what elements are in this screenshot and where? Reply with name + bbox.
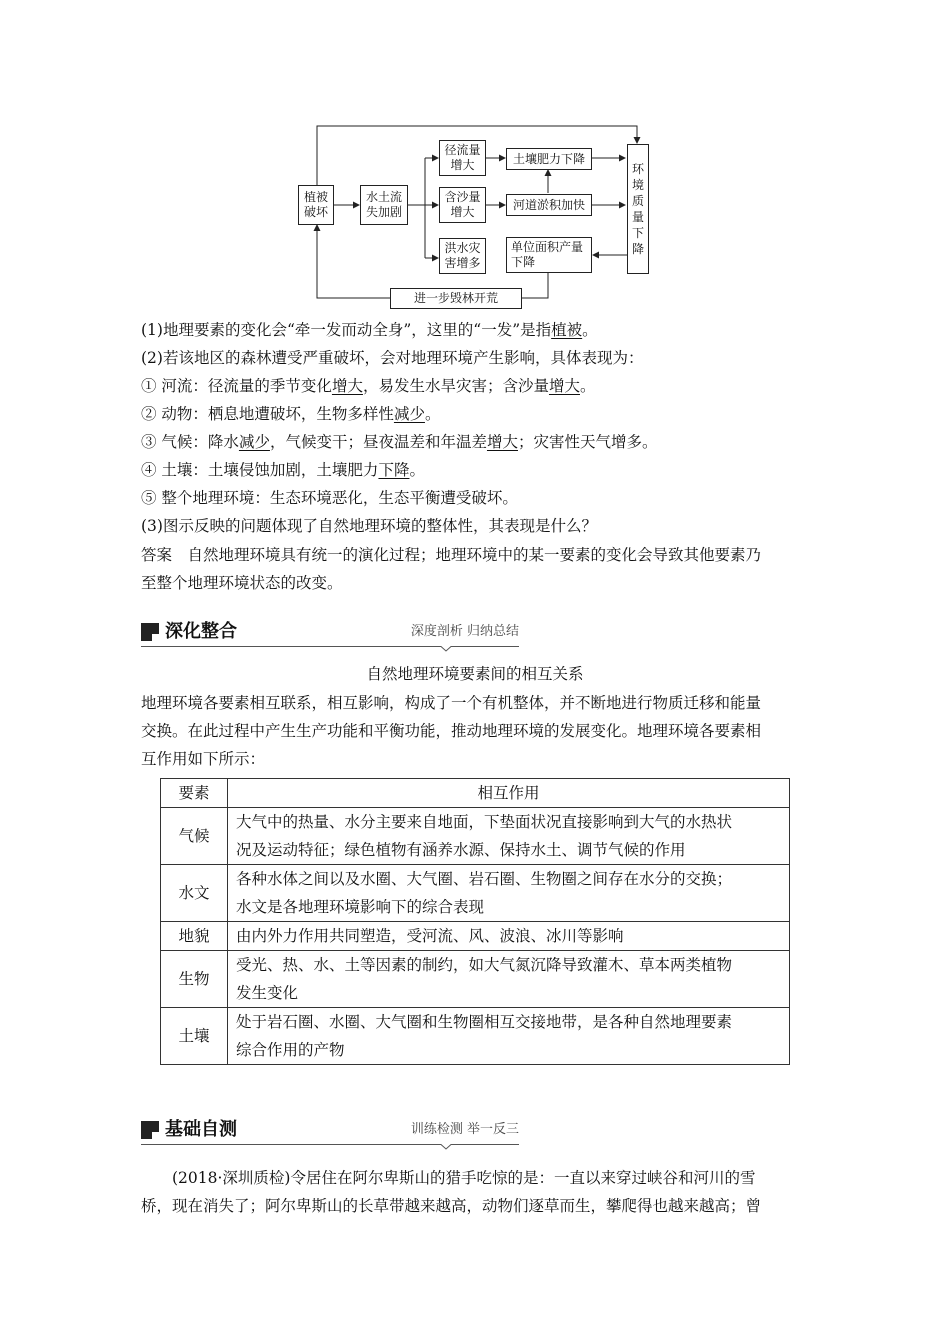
box-yield: 单位面积产量下降 bbox=[506, 237, 592, 273]
table-row: 气候 大气中的热量、水分主要来自地面，下垫面状况直接影响到大气的水热状 况及运动特征；绿色植物有涵养水源、保持水土、调节气候的作用 bbox=[161, 808, 790, 865]
answer-blank: 植被 bbox=[551, 321, 583, 339]
box-vegetation-destroyed: 植被破坏 bbox=[298, 185, 334, 225]
section-rule bbox=[141, 1144, 519, 1150]
question-2: (2)若该地区的森林遭受严重破坏，会对地理环境产生影响，具体表现为： bbox=[141, 349, 644, 367]
exercise-line-1: (2018·深圳质检)令居住在阿尔卑斯山的猎手吃惊的是：一直以来穿过峡谷和河川的雪 bbox=[172, 1169, 756, 1187]
item-climate: ③ 气候：降水减少，气候变干；昼夜温差和年温差增大；灾害性天气增多。 bbox=[141, 433, 658, 451]
item-soil: ④ 土壤：土壤侵蚀加剧，土壤肥力下降。 bbox=[141, 461, 425, 479]
box-sediment: 含沙量增大 bbox=[439, 187, 486, 223]
intro-line-3: 互作用如下所示： bbox=[141, 750, 266, 768]
section-subtitle: 训练检测 举一反三 bbox=[410, 1122, 519, 1137]
box-soil-fertility: 土壤肥力下降 bbox=[506, 148, 592, 170]
section-rule bbox=[141, 646, 519, 652]
item-environment: ⑤ 整个地理环境：生态环境恶化，生态平衡遭受破坏。 bbox=[141, 489, 518, 507]
table-row: 地貌 由内外力作用共同塑造，受河流、风、波浪、冰川等影响 bbox=[161, 922, 790, 951]
exercise-line-2: 桥，现在消失了；阿尔卑斯山的长草带越来越高，动物们逐草而生，攀爬得也越来越高；曾 bbox=[141, 1197, 762, 1215]
table-row: 生物 受光、热、水、土等因素的制约，如大气氮沉降导致灌木、草本两类植物 发生变化 bbox=[161, 951, 790, 1008]
section-square-icon bbox=[141, 623, 159, 641]
table-header-row bbox=[161, 779, 790, 808]
answer-line-1: 答案 自然地理环境具有统一的演化过程；地理环境中的某一要素的变化会导致其他要素乃 bbox=[141, 546, 762, 564]
box-river-silting: 河道淤积加快 bbox=[506, 194, 592, 216]
intro-line-2: 交换。在此过程中产生生产功能和平衡功能，推动地理环境的发展变化。地理环境各要素相 bbox=[141, 722, 762, 740]
box-environment-quality: 环境质量下降 bbox=[627, 144, 649, 274]
section-square-icon bbox=[141, 1121, 159, 1139]
table-row: 水文 各种水体之间以及水圈、大气圈、岩石圈、生物圈之间存在水分的交换； 水文是各地理环境影响下的综合表现 bbox=[161, 865, 790, 922]
box-flood: 洪水灾害增多 bbox=[439, 238, 486, 274]
answer-line-2: 至整个地理环境状态的改变。 bbox=[141, 574, 343, 592]
question-1: (1)地理要素的变化会“牵一发而动全身”，这里的“一发”是指植被。 bbox=[141, 321, 598, 339]
element-interaction-table bbox=[160, 778, 790, 1065]
box-deforestation: 进一步毁林开荒 bbox=[390, 288, 522, 309]
topic-title: 自然地理环境要素间的相互关系 bbox=[366, 665, 584, 683]
section-header-selftest bbox=[141, 1118, 519, 1148]
section-header-deepen bbox=[141, 620, 519, 650]
intro-line-1: 地理环境各要素相互联系，相互影响，构成了一个有机整体，并不断地进行物质迁移和能量 bbox=[141, 694, 762, 712]
box-runoff: 径流量增大 bbox=[439, 140, 486, 176]
item-river: ① 河流：径流量的季节变化增大，易发生水旱灾害；含沙量增大。 bbox=[141, 377, 596, 395]
box-soil-erosion: 水土流失加剧 bbox=[360, 185, 408, 225]
item-animals: ② 动物：栖息地遭破坏，生物多样性减少。 bbox=[141, 405, 441, 423]
question-3: (3)图示反映的问题体现了自然地理环境的整体性，其表现是什么？ bbox=[141, 517, 597, 535]
header-interaction: 相互作用 bbox=[228, 779, 790, 808]
flow-diagram bbox=[290, 118, 660, 313]
table-row: 土壤 处于岩石圈、水圈、大气圈和生物圈相互交接地带，是各种自然地理要素 综合作用的产物 bbox=[161, 1008, 790, 1065]
section-subtitle: 深度剖析 归纳总结 bbox=[410, 624, 519, 639]
header-element: 要素 bbox=[161, 779, 228, 808]
section-title: 深化整合 bbox=[165, 621, 237, 642]
section-title: 基础自测 bbox=[165, 1119, 237, 1140]
